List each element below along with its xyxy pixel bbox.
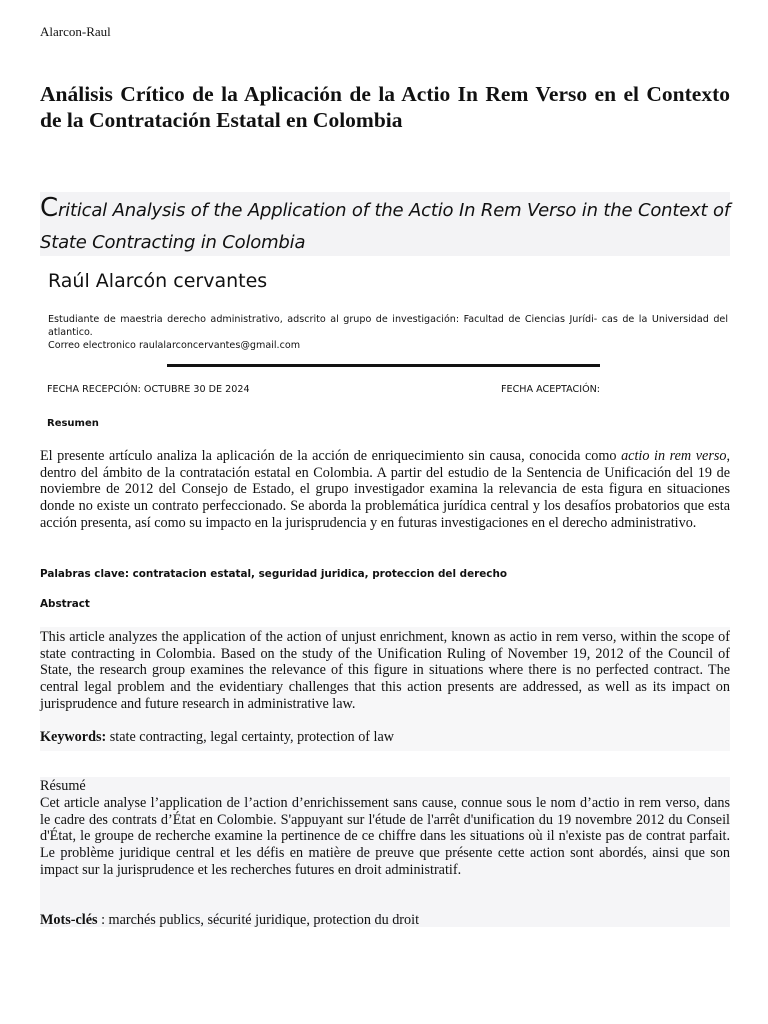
resumen-paragraph	[40, 448, 730, 532]
keywords-label: Keywords:	[40, 729, 107, 745]
running-head: Alarcon-Raul	[40, 24, 111, 39]
author-email: Correo electronico raulalarconcervantes@gmail.com	[48, 340, 301, 351]
mots-cles	[40, 912, 419, 929]
mots-cles-label: Mots-clés	[40, 912, 98, 928]
resumen-text-2: , dentro del ámbito de la contratación estatal en Colombia. A partir del estudio de la Sentencia de Unificación del 19 de noviembre de 2012 del Consejo de Estado, el grupo investigador examina la relevancia de esta figura en situaciones donde no existe un contrato perfeccionado. Se aborda la problemática jurídica central y los desafíos probatorios que esta acción presenta, así como su impacto en la jurisprudencia y en futuras investigaciones en el derecho administrativo.	[40, 448, 730, 531]
resumen-text-1: El presente artículo analiza la aplicación de la acción de enriquecimiento sin causa, conocida como	[40, 448, 622, 464]
resume-heading: Résumé	[40, 778, 86, 794]
resumen-heading: Resumen	[47, 418, 99, 429]
mots-cles-values: : marchés publics, sécurité juridique, protection du droit	[97, 912, 420, 928]
abstract-heading: Abstract	[40, 598, 90, 610]
divider-rule	[167, 364, 600, 367]
title-english-rest: ritical Analysis of the Application of the Actio In Rem Verso in the Context of State Contracting in Colombia	[40, 200, 730, 253]
keywords-values: state contracting, legal certainty, protection of law	[106, 729, 395, 745]
author-affiliation	[48, 313, 728, 352]
date-accepted: FECHA ACEPTACIÓN:	[501, 384, 601, 395]
abstract-paragraph: This article analyzes the application of the action of unjust enrichment, known as actio in rem verso, within the scope of state contracting in Colombia. Based on the study of the Unification Ruling of November 19, 2012 of the Council of State, the research group examines the relevance of this figure in situations where there is no perfected contract. The central legal problem and the evidentiary challenges that this action presents are addressed, as well as its impact on jurisprudence and future research in administrative law.	[40, 629, 730, 712]
resumen-text-italic: actio in rem verso	[621, 448, 727, 464]
title-english	[40, 192, 730, 259]
palabras-clave: Palabras clave: contratacion estatal, seguridad juridica, proteccion del derecho	[40, 568, 507, 580]
author-name: Raúl Alarcón cervantes	[48, 270, 268, 292]
english-title-box	[40, 192, 730, 256]
date-received: FECHA RECEPCIÓN: OCTUBRE 30 DE 2024	[47, 384, 250, 395]
affiliation-text: Estudiante de maestria derecho administrativo, adscrito al grupo de investigación: Facultad de Ciencias Jurídi- cas de la Universidad del atlantico.	[48, 314, 728, 338]
keywords-english	[40, 729, 394, 746]
title-spanish: Análisis Crítico de la Aplicación de la Actio In Rem Verso en el Contexto de la Contratación Estatal en Colombia	[40, 82, 730, 132]
title-english-initial: C	[40, 193, 58, 223]
resume-paragraph: Cet article analyse l’application de l’action d’enrichissement sans cause, connue sous le nom d’actio in rem verso, dans le cadre des contrats d’État en Colombie. S'appuyant sur l'étude de l'arrêt d'unification du 19 novembre 2012 du Conseil d'État, le groupe de recherche examine la pertinence de ce chiffre dans les situations où il n'existe pas de contrat parfait. Le problème juridique central et les défis en matière de preuve que présente cette action sont abordés, ainsi que son impact sur la jurisprudence et les recherches futures en droit administratif.	[40, 795, 730, 878]
